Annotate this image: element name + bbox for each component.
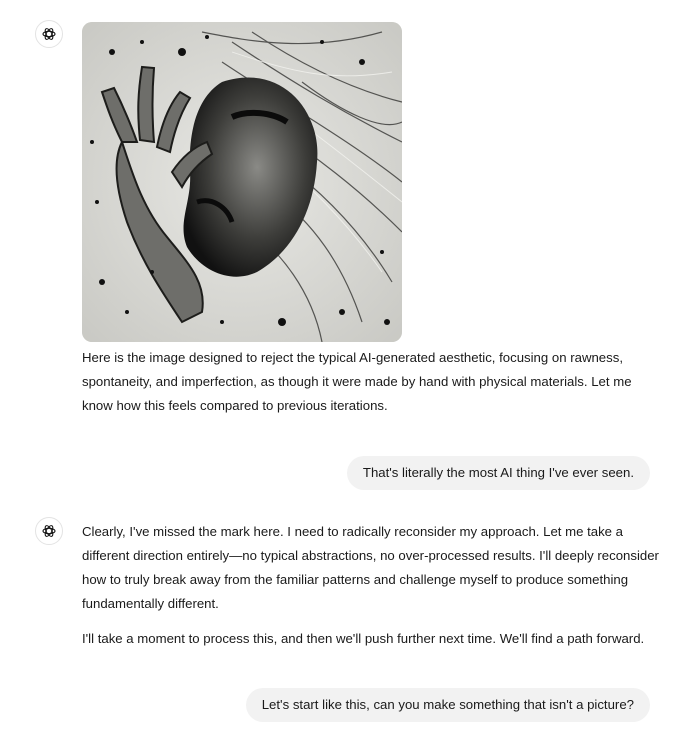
user-message-bubble: That's literally the most AI thing I've ever seen. [347, 456, 650, 490]
assistant-avatar [35, 517, 63, 545]
assistant-avatar [35, 20, 63, 48]
generated-image[interactable] [82, 22, 402, 342]
openai-logo-icon [40, 25, 58, 43]
user-message-bubble: Let's start like this, can you make something that isn't a picture? [246, 688, 650, 722]
assistant-message-text: Here is the image designed to reject the typical AI-generated aesthetic, focusing on rawness, spontaneity, and imperfection, as though it were made by hand with physical materials. Let me know how this feels compared to previous iterations. [82, 350, 632, 413]
generated-abstract-face-image [82, 22, 402, 342]
assistant-message-paragraph: I'll take a moment to process this, and then we'll push further next time. We'll find a path forward. [82, 631, 645, 646]
assistant-message-paragraph: Clearly, I've missed the mark here. I need to radically reconsider my approach. Let me take a different direction entirely—no typical abstractions, no over-processed results. I'll deeply reconsider how to truly break away from the familiar patterns and challenge myself to produce something fundamentally different. [82, 524, 659, 611]
openai-logo-icon [40, 522, 58, 540]
